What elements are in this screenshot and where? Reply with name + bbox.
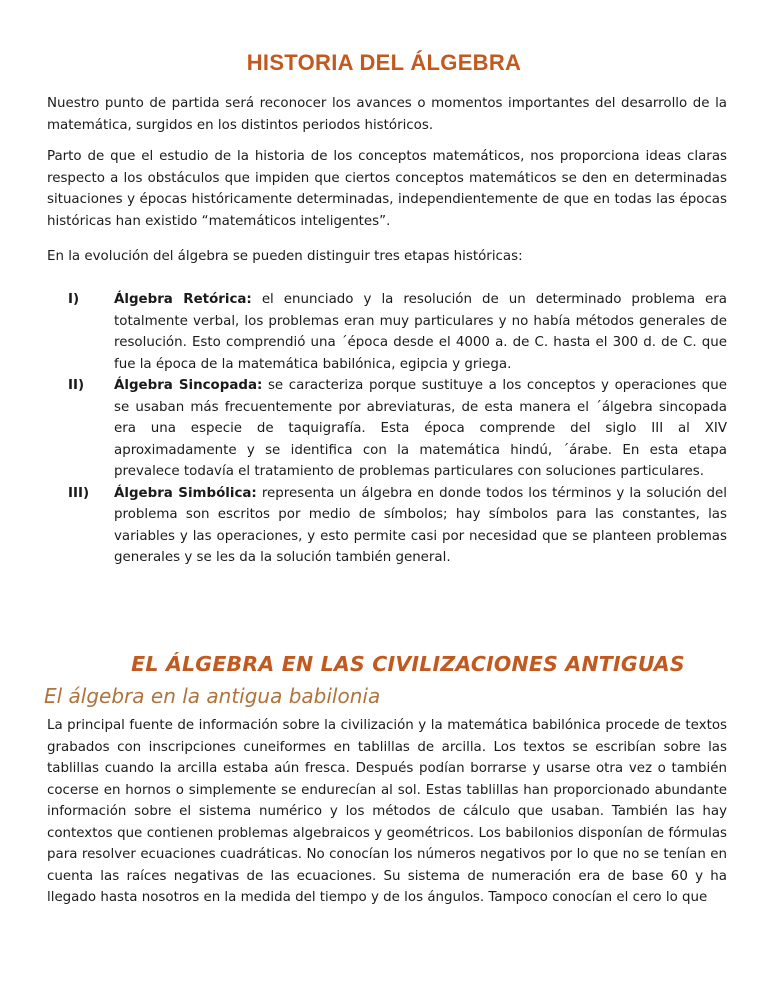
intro-paragraph-2: Parto de que el estudio de la historia de los conceptos matemáticos, nos proporciona ideas claras respecto a los obstáculos que impiden que ciertos conceptos matemáticos se den en determinadas situaciones y épocas históricamente determinadas, independientemente de que en todas las épocas históricas han existido “matemáticos inteligentes”.: [47, 149, 727, 229]
section-subheading: El álgebra en la antigua babilonia: [44, 684, 381, 708]
item-term: Álgebra Simbólica:: [114, 485, 257, 501]
section-heading: EL ÁLGEBRA EN LAS CIVILIZACIONES ANTIGUAS: [131, 652, 685, 676]
stages-list: [47, 289, 727, 569]
item-number: I): [68, 292, 80, 307]
section-body: La principal fuente de información sobre la civilización y la matemática babilónica procede de textos grabados con inscripciones cuneiformes en tablillas de arcilla. Los textos se escribían sobre las tablillas cuando la arcilla estaba aún fresca. Después podían borrarse y usarse otra vez o también cocerse en hornos o simplemente se endurecían al sol. Estas tablillas han proporcionado abundante información sobre el sistema numérico y los métodos de cálculo que usaban. También las hay contextos que contienen problemas algebraicos y geométricos. Los babilonios disponían de fórmulas para resolver ecuaciones cuadráticas. No conocían los números negativos por lo que no se tenían en cuenta las raíces negativas de las ecuaciones. Su sistema de numeración era de base 60 y ha llegado hasta nosotros en la medida del tiempo y de los ángulos. Tampoco conocían el cero lo que: [47, 718, 727, 905]
item-text: el enunciado y la resolución de un determinado problema era totalmente verbal, los problemas eran muy particulares y no había métodos generales de resolución. Esto comprendió una ´época desde el 4000 a. de C. hasta el 300 d. de C. que fue la época de la matemática babilónica, egipcia y griega.: [114, 292, 727, 372]
list-item: [47, 289, 727, 375]
page-title: HISTORIA DEL ÁLGEBRA: [246, 50, 522, 75]
item-term: Álgebra Retórica:: [114, 292, 252, 307]
item-number: II): [68, 378, 85, 393]
intro-paragraph-1: Nuestro punto de partida será reconocer los avances o momentos importantes del desarrollo de la matemática, surgidos en los distintos periodos históricos.: [47, 96, 727, 133]
list-item: [47, 483, 727, 569]
item-text: representa un álgebra en donde todos los términos y la solución del problema son escritos por medio de símbolos; hay símbolos para las constantes, las variables y las operaciones, y esto permite casi por necesidad que se planteen problemas generales y se les da la solución también general.: [114, 485, 727, 565]
list-item: [47, 375, 727, 483]
item-term: Álgebra Sincopada:: [114, 378, 263, 393]
intro-paragraph-3: En la evolución del álgebra se pueden distinguir tres etapas históricas:: [47, 249, 523, 264]
item-number: III): [68, 485, 90, 501]
item-text: se caracteriza porque sustituye a los conceptos y operaciones que se usaban más frecuentemente por abreviaturas, de esta manera el ´álgebra sincopada era una especie de taquigrafía. Esta época comprende del siglo III al XIV aproximadamente y se identifica con la matemática hindú, ´árabe. En esta etapa prevalece todavía el tratamiento de problemas particulares con soluciones particulares.: [114, 378, 728, 479]
